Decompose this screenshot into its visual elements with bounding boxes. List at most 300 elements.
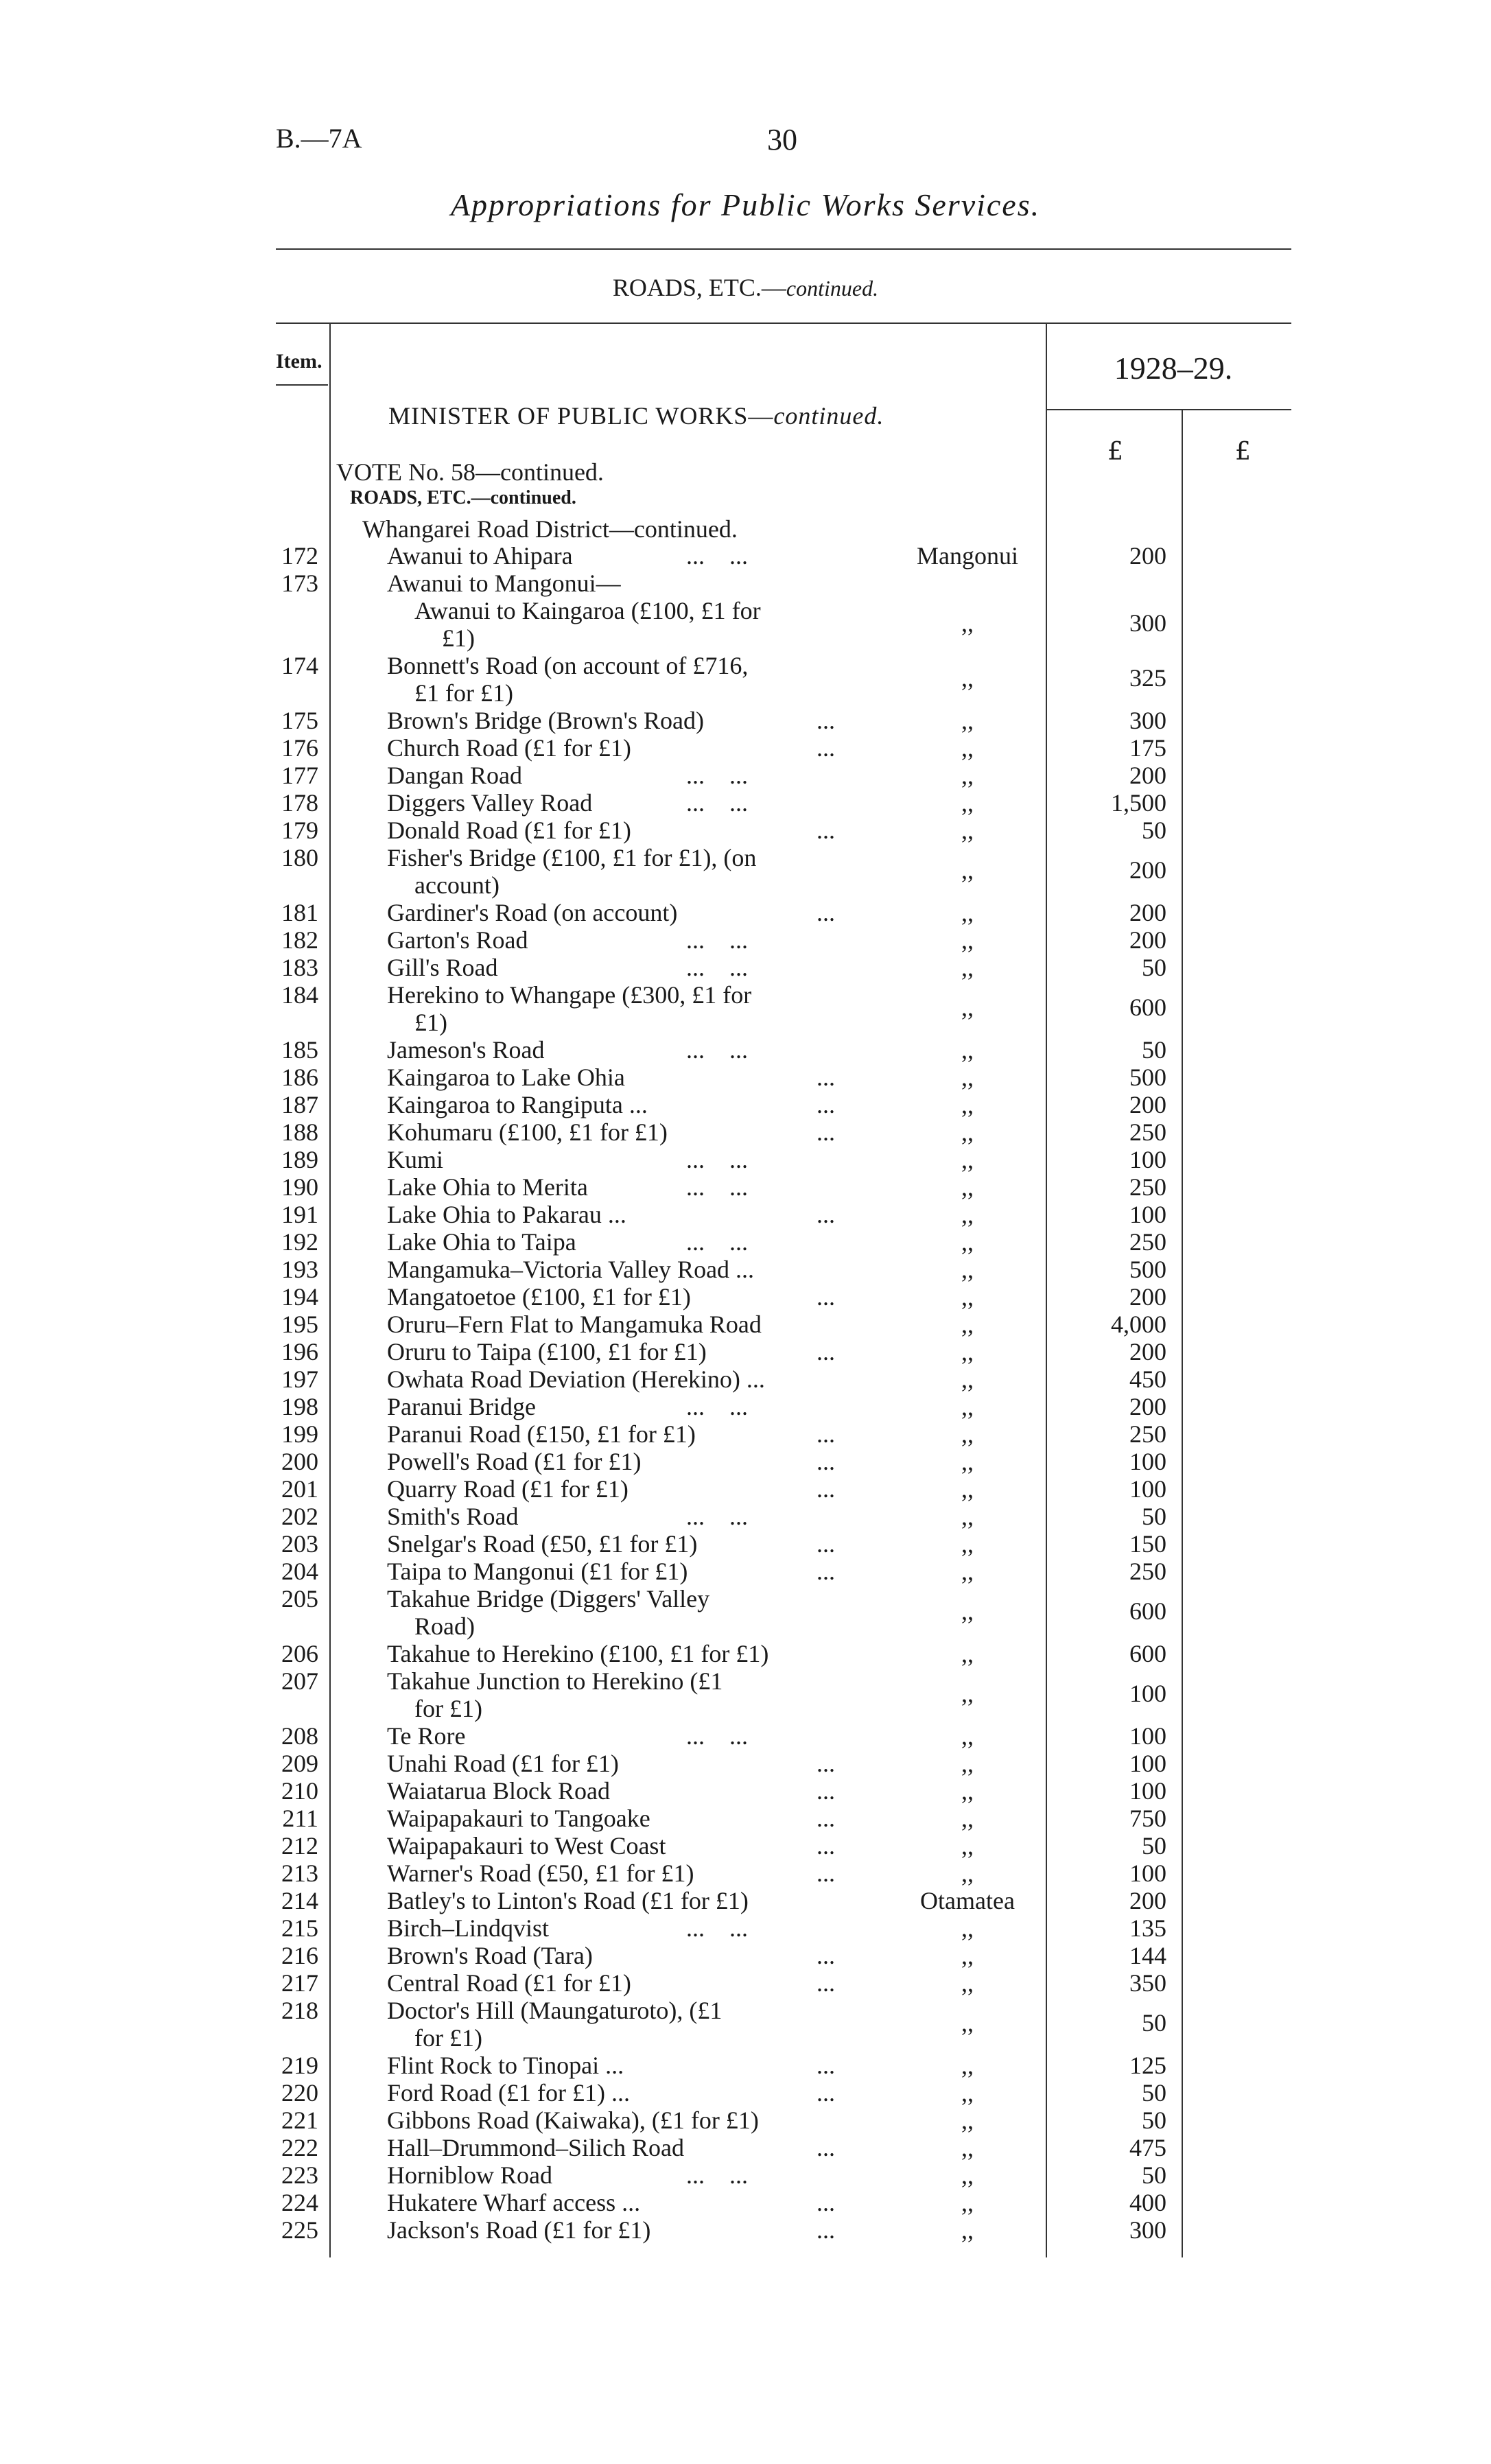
leader-dots: ... ...: [686, 954, 748, 981]
amount: 50: [1142, 817, 1166, 844]
item-number: 175: [281, 707, 318, 734]
item-number: 219: [281, 2052, 318, 2079]
district-name: ,,: [961, 1201, 974, 1228]
district-name: ,,: [961, 1859, 974, 1887]
item-number: 179: [281, 817, 318, 844]
amount: 50: [1142, 2079, 1166, 2107]
district-name: ,,: [961, 1750, 974, 1777]
item-number: 201: [281, 1475, 318, 1503]
title-rule: [276, 248, 1291, 250]
district-name: ,,: [961, 1256, 974, 1283]
road-name: [387, 1036, 847, 1064]
currency-label-1: £: [1107, 438, 1123, 466]
amount: 4,000: [1111, 1311, 1166, 1338]
road-name-text: Paranui Road (£150, £1 for £1): [387, 1420, 696, 1448]
amount: 50: [1142, 1503, 1166, 1530]
year-header-rule: [1047, 409, 1291, 410]
district-name: ,,: [961, 1393, 974, 1420]
road-name-text: Waiatarua Block Road: [387, 1777, 610, 1805]
road-name: [387, 954, 847, 981]
road-name: [387, 652, 847, 707]
item-number: 180: [281, 844, 318, 871]
item-number: 209: [281, 1750, 318, 1777]
road-name: [387, 734, 847, 762]
district-name: ,,: [961, 2134, 974, 2161]
district-name: ,,: [961, 2189, 974, 2216]
leader-dots: ...: [817, 1859, 835, 1887]
leader-dots: ...: [817, 1448, 835, 1475]
item-number: 225: [281, 2216, 318, 2244]
road-name-text: Hall–Drummond–Silich Road: [387, 2134, 684, 2161]
year-column-header: 1928–29.: [1114, 351, 1233, 386]
district-name: ,,: [961, 2079, 974, 2107]
road-name: [387, 1091, 847, 1118]
district-name: ,,: [961, 856, 974, 884]
amount: 100: [1129, 1750, 1166, 1777]
item-number: 194: [281, 1283, 318, 1311]
road-name-text: Mangatoetoe (£100, £1 for £1): [387, 1283, 691, 1311]
road-name: [387, 2079, 847, 2107]
leader-dots: ... ...: [686, 1914, 748, 1942]
road-name-text: Kohumaru (£100, £1 for £1): [387, 1118, 668, 1146]
item-number: 197: [281, 1365, 318, 1393]
item-number: 186: [281, 1064, 318, 1091]
amount: 325: [1129, 664, 1166, 692]
leader-dots: ...: [817, 2134, 835, 2161]
leader-dots: ... ...: [686, 1173, 748, 1201]
road-name: [387, 1228, 847, 1256]
district-name: ,,: [961, 1146, 974, 1173]
road-name: [387, 2189, 847, 2216]
item-number: 173: [281, 570, 318, 597]
amount: 144: [1129, 1942, 1166, 1969]
district-name: ,,: [961, 1722, 974, 1750]
road-name: [387, 1640, 847, 1667]
road-name: [387, 1859, 847, 1887]
district-name: ,,: [961, 1640, 974, 1667]
amount: 100: [1129, 1722, 1166, 1750]
road-name: [387, 1722, 847, 1750]
road-name-text: Smith's Road: [387, 1503, 519, 1530]
leader-dots: ...: [817, 1750, 835, 1777]
district-name: ,,: [961, 1530, 974, 1558]
amount: 175: [1129, 734, 1166, 762]
amount: 200: [1129, 926, 1166, 954]
leader-dots: ...: [817, 1420, 835, 1448]
item-number: 192: [281, 1228, 318, 1256]
amount: 200: [1129, 1338, 1166, 1365]
road-name-text: Unahi Road (£1 for £1): [387, 1750, 619, 1777]
road-name: [387, 1832, 847, 1859]
amount: 300: [1129, 707, 1166, 734]
road-name: [387, 707, 847, 734]
road-name-text: Hukatere Wharf access ...: [387, 2189, 641, 2216]
district-heading: Whangarei Road District—continued.: [362, 515, 738, 543]
item-number: 217: [281, 1969, 318, 1997]
leader-dots: ... ...: [686, 789, 748, 817]
district-name: ,,: [961, 1777, 974, 1805]
district-name: ,,: [961, 1338, 974, 1365]
road-name-text: Kaingaroa to Lake Ohia: [387, 1064, 625, 1091]
road-name-text: Donald Road (£1 for £1): [387, 817, 631, 844]
amount: 50: [1142, 1036, 1166, 1064]
item-header-rule: [276, 384, 328, 386]
road-name-text: Te Rore: [387, 1722, 466, 1750]
amount: 200: [1129, 1283, 1166, 1311]
road-name: [387, 981, 847, 1036]
road-name: [387, 1118, 847, 1146]
road-name: [387, 817, 847, 844]
district-name: ,,: [961, 817, 974, 844]
road-name-text: Warner's Road (£50, £1 for £1): [387, 1859, 694, 1887]
vote-heading: VOTE No. 58—continued.: [336, 458, 604, 486]
amount: 200: [1129, 1091, 1166, 1118]
road-name: [387, 762, 847, 789]
road-name-text: Brown's Road (Tara): [387, 1942, 593, 1969]
district-name: ,,: [961, 1914, 974, 1942]
amount: 600: [1129, 994, 1166, 1021]
road-name-text: Awanui to Kaingaroa (£100, £1 for: [414, 597, 761, 624]
district-name: ,,: [961, 1680, 974, 1707]
district-name: ,,: [961, 734, 974, 762]
road-name-continuation: £1 for £1): [414, 679, 513, 707]
amount: 250: [1129, 1173, 1166, 1201]
item-number: 222: [281, 2134, 318, 2161]
item-number: 220: [281, 2079, 318, 2107]
amount: 135: [1129, 1914, 1166, 1942]
road-name: [387, 1805, 847, 1832]
district-name: ,,: [961, 1173, 974, 1201]
road-name-text: Quarry Road (£1 for £1): [387, 1475, 629, 1503]
road-name-text: Takahue Bridge (Diggers' Valley: [387, 1585, 710, 1612]
item-number: 211: [282, 1805, 318, 1832]
district-name: Mangonui: [917, 542, 1018, 570]
road-name: [387, 1448, 847, 1475]
item-number: 210: [281, 1777, 318, 1805]
leader-dots: ... ...: [686, 762, 748, 789]
road-name: [387, 1750, 847, 1777]
road-name-text: Birch–Lindqvist: [387, 1914, 549, 1942]
district-name: ,,: [961, 1942, 974, 1969]
district-name: ,,: [961, 1228, 974, 1256]
road-name-text: Diggers Valley Road: [387, 789, 593, 817]
item-number: 202: [281, 1503, 318, 1530]
item-number: 190: [281, 1173, 318, 1201]
district-name: ,,: [961, 1805, 974, 1832]
item-number: 198: [281, 1393, 318, 1420]
road-name: [387, 2216, 847, 2244]
subtitle-rule: [276, 322, 1291, 324]
road-name: [387, 1667, 847, 1722]
leader-dots: ...: [817, 1832, 835, 1859]
road-name: [387, 1173, 847, 1201]
leader-dots: ... ...: [686, 1503, 748, 1530]
road-name: [387, 1064, 847, 1091]
district-name: ,,: [961, 707, 974, 734]
road-name-continuation: for £1): [414, 1695, 482, 1722]
road-name: [387, 926, 847, 954]
amount: 350: [1129, 1969, 1166, 1997]
district-name: ,,: [961, 1503, 974, 1530]
item-number: 195: [281, 1311, 318, 1338]
road-name-text: Taipa to Mangonui (£1 for £1): [387, 1558, 688, 1585]
leader-dots: ...: [817, 2052, 835, 2079]
district-name: ,,: [961, 1597, 974, 1625]
road-name-text: Fisher's Bridge (£100, £1 for £1), (on: [387, 844, 757, 871]
item-number: 196: [281, 1338, 318, 1365]
item-column-header: Item.: [276, 350, 322, 373]
road-name-text: Mangamuka–Victoria Valley Road ...: [387, 1256, 755, 1283]
road-name: [414, 597, 847, 652]
amount: 125: [1129, 2052, 1166, 2079]
road-name: [387, 1393, 847, 1420]
district-name: ,,: [961, 609, 974, 637]
district-name: ,,: [961, 1475, 974, 1503]
amount: 200: [1129, 899, 1166, 926]
road-name: [387, 1283, 847, 1311]
road-name-text: Central Road (£1 for £1): [387, 1969, 631, 1997]
amount: 50: [1142, 1832, 1166, 1859]
leader-dots: ... ...: [686, 926, 748, 954]
road-name-text: Lake Ohia to Taipa: [387, 1228, 576, 1256]
road-name: [387, 1146, 847, 1173]
district-name: ,,: [961, 1969, 974, 1997]
district-name: ,,: [961, 2052, 974, 2079]
road-name-text: Horniblow Road: [387, 2161, 552, 2189]
leader-dots: ... ...: [686, 1393, 748, 1420]
road-name: [387, 1997, 847, 2052]
minister-label: MINISTER OF PUBLIC WORKS—: [388, 402, 774, 430]
item-number: 204: [281, 1558, 318, 1585]
item-number: 215: [281, 1914, 318, 1942]
leader-dots: ...: [817, 1064, 835, 1091]
item-number: 177: [281, 762, 318, 789]
section-subtitle: [0, 273, 1491, 302]
road-name-continuation: £1): [442, 624, 475, 652]
minister-cont: continued.: [773, 402, 884, 430]
district-name: ,,: [961, 1420, 974, 1448]
item-number: 223: [281, 2161, 318, 2189]
district-name: ,,: [961, 1832, 974, 1859]
amount: 50: [1142, 2161, 1166, 2189]
road-name: [387, 1530, 847, 1558]
leader-dots: ...: [817, 734, 835, 762]
item-number: 214: [281, 1887, 318, 1914]
district-name: ,,: [961, 1365, 974, 1393]
leader-dots: ...: [817, 1201, 835, 1228]
road-name: [387, 1338, 847, 1365]
leader-dots: ...: [817, 1942, 835, 1969]
road-name-text: Herekino to Whangape (£300, £1 for: [387, 981, 752, 1009]
road-name-text: Kaingaroa to Rangiputa ...: [387, 1091, 648, 1118]
road-name: [387, 844, 847, 899]
road-name: [387, 2107, 847, 2134]
district-name: ,,: [961, 1091, 974, 1118]
road-name-text: Owhata Road Deviation (Herekino) ...: [387, 1365, 765, 1393]
road-name-text: Ford Road (£1 for £1) ...: [387, 2079, 630, 2107]
road-name-text: Paranui Bridge: [387, 1393, 536, 1420]
amount: 100: [1129, 1859, 1166, 1887]
item-number: 176: [281, 734, 318, 762]
road-name-text: Batley's to Linton's Road (£1 for £1): [387, 1887, 749, 1914]
road-name-text: Lake Ohia to Merita: [387, 1173, 588, 1201]
road-name: [387, 1777, 847, 1805]
amount: 300: [1129, 609, 1166, 637]
district-name: ,,: [961, 2161, 974, 2189]
amount: 450: [1129, 1365, 1166, 1393]
item-number: 187: [281, 1091, 318, 1118]
road-name-text: Waipapakauri to West Coast: [387, 1832, 666, 1859]
road-name: [387, 1256, 847, 1283]
amount: 100: [1129, 1448, 1166, 1475]
road-name-text: Waipapakauri to Tangoake: [387, 1805, 650, 1832]
district-column-rule: [1046, 322, 1047, 2257]
leader-dots: ...: [817, 1283, 835, 1311]
leader-dots: ...: [817, 1805, 835, 1832]
amount: 300: [1129, 2216, 1166, 2244]
road-name: [387, 1503, 847, 1530]
district-name: ,,: [961, 994, 974, 1021]
road-name-continuation: Road): [414, 1612, 475, 1640]
road-name: [387, 570, 847, 597]
item-number: 207: [281, 1667, 318, 1695]
district-name: ,,: [961, 2216, 974, 2244]
road-name-continuation: £1): [414, 1009, 447, 1036]
item-number: 188: [281, 1118, 318, 1146]
subtitle-cont: continued.: [786, 276, 879, 301]
leader-dots: ...: [817, 1338, 835, 1365]
road-name: [387, 1887, 847, 1914]
item-number: 178: [281, 789, 318, 817]
road-name-text: Snelgar's Road (£50, £1 for £1): [387, 1530, 698, 1558]
road-name-text: Takahue to Herekino (£100, £1 for £1): [387, 1640, 769, 1667]
road-name-text: Oruru–Fern Flat to Mangamuka Road: [387, 1311, 762, 1338]
amount: 600: [1129, 1597, 1166, 1625]
amount: 200: [1129, 1393, 1166, 1420]
district-name: ,,: [961, 1558, 974, 1585]
road-name-continuation: for £1): [414, 2024, 482, 2052]
road-name: [387, 1201, 847, 1228]
district-name: ,,: [961, 789, 974, 817]
road-name-text: Awanui to Mangonui—: [387, 570, 621, 597]
district-name: ,,: [961, 1118, 974, 1146]
road-name: [387, 542, 847, 570]
district-name: ,,: [961, 762, 974, 789]
item-number: 172: [281, 542, 318, 570]
amount: 200: [1129, 542, 1166, 570]
road-name: [387, 2161, 847, 2189]
item-number: 212: [281, 1832, 318, 1859]
road-name: [387, 1475, 847, 1503]
amount: 100: [1129, 1201, 1166, 1228]
leader-dots: ... ...: [686, 1228, 748, 1256]
amount: 100: [1129, 1680, 1166, 1707]
road-name-text: Garton's Road: [387, 926, 528, 954]
road-name-text: Gardiner's Road (on account): [387, 899, 678, 926]
item-number: 200: [281, 1448, 318, 1475]
amount: 500: [1129, 1064, 1166, 1091]
leader-dots: ...: [817, 899, 835, 926]
subtitle-main: ROADS, ETC.—: [612, 274, 786, 301]
amount: 100: [1129, 1146, 1166, 1173]
amount: 600: [1129, 1640, 1166, 1667]
leader-dots: ... ...: [686, 542, 748, 570]
district-name: ,,: [961, 664, 974, 692]
district-name: ,,: [961, 1311, 974, 1338]
leader-dots: ...: [817, 1091, 835, 1118]
amount: 100: [1129, 1475, 1166, 1503]
leader-dots: ...: [817, 2189, 835, 2216]
road-name: [387, 2134, 847, 2161]
road-name: [387, 789, 847, 817]
road-name: [387, 899, 847, 926]
item-number: 184: [281, 981, 318, 1009]
item-number: 224: [281, 2189, 318, 2216]
road-name-continuation: account): [414, 871, 500, 899]
amount: 50: [1142, 2107, 1166, 2134]
amount-column-rule: [1182, 409, 1183, 2257]
item-column-rule: [329, 322, 331, 2257]
road-name: [387, 1558, 847, 1585]
road-name: [387, 1942, 847, 1969]
road-name: [387, 1914, 847, 1942]
item-number: 183: [281, 954, 318, 981]
item-number: 221: [281, 2107, 318, 2134]
amount: 250: [1129, 1420, 1166, 1448]
item-number: 189: [281, 1146, 318, 1173]
district-name: ,,: [961, 2107, 974, 2134]
road-name-text: Awanui to Ahipara: [387, 542, 573, 570]
leader-dots: ...: [817, 1969, 835, 1997]
currency-label-2: £: [1235, 438, 1251, 466]
amount: 200: [1129, 856, 1166, 884]
item-number: 216: [281, 1942, 318, 1969]
amount: 475: [1129, 2134, 1166, 2161]
amount: 1,500: [1111, 789, 1166, 817]
leader-dots: ...: [817, 1530, 835, 1558]
road-name: [387, 1420, 847, 1448]
item-number: 206: [281, 1640, 318, 1667]
item-number: 199: [281, 1420, 318, 1448]
road-name: [387, 1969, 847, 1997]
amount: 250: [1129, 1228, 1166, 1256]
road-name-text: Gill's Road: [387, 954, 498, 981]
leader-dots: ...: [817, 1475, 835, 1503]
item-number: 205: [281, 1585, 318, 1612]
item-number: 181: [281, 899, 318, 926]
road-name-text: Bonnett's Road (on account of £716,: [387, 652, 749, 679]
amount: 200: [1129, 762, 1166, 789]
road-name-text: Flint Rock to Tinopai ...: [387, 2052, 624, 2079]
district-name: ,,: [961, 926, 974, 954]
leader-dots: ...: [817, 2216, 835, 2244]
road-name-text: Church Road (£1 for £1): [387, 734, 631, 762]
amount: 200: [1129, 1887, 1166, 1914]
district-name: ,,: [961, 899, 974, 926]
road-name-text: Jackson's Road (£1 for £1): [387, 2216, 651, 2244]
amount: 500: [1129, 1256, 1166, 1283]
road-name: [387, 2052, 847, 2079]
item-number: 208: [281, 1722, 318, 1750]
leader-dots: ... ...: [686, 1036, 748, 1064]
item-number: 182: [281, 926, 318, 954]
page-number: 30: [767, 123, 797, 156]
leader-dots: ...: [817, 817, 835, 844]
district-name: ,,: [961, 1448, 974, 1475]
item-number: 185: [281, 1036, 318, 1064]
amount: 250: [1129, 1558, 1166, 1585]
item-number: 218: [281, 1997, 318, 2024]
